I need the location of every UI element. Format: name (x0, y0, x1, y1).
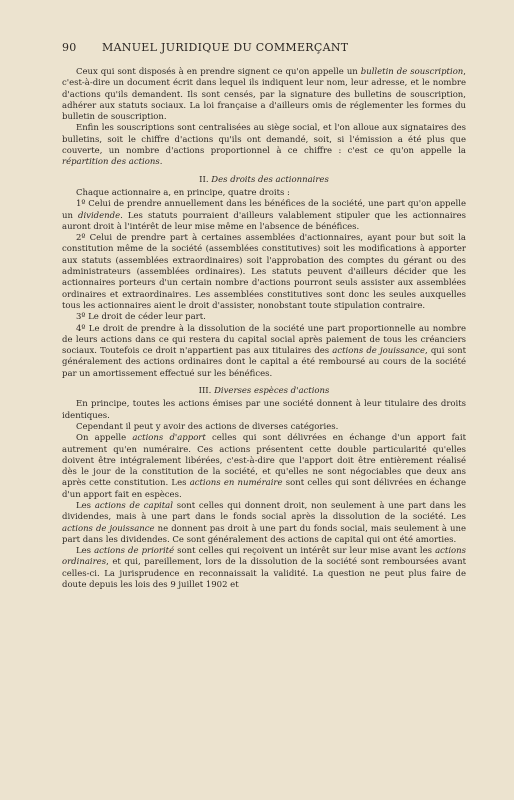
paragraph-quatre-droits: Chaque actionnaire a, en principe, quatre droits : (76, 187, 290, 198)
paragraph-actions-priorite: Les actions de priorité sont celles qui reçoivent un intérêt sur leur mise avant les actions ordinaires, et qui, pareillement, lors de la dissolution de la société sont remboursées avant celles-ci. La jurisprudence en reconnaissait la validité. La question ne peut plus faire de doute depuis les lois des 9 juillet 1902 et (62, 546, 466, 591)
running-title: MANUEL JURIDIQUE DU COMMERÇANT (102, 41, 349, 54)
paragraph-principe: En principe, toutes les actions émises par une société donnent à leur titulaire des droits identiques. (62, 399, 466, 421)
paragraph-repartition: Enfin les souscriptions sont centralisées au siège social, et l'on alloue aux signataires des bulletins, soit le chiffre d'actions qu'ils ont demandé, soit, si l'émission a été plus que couverte, un nombre d'actions proportionnel à ce chiffre : c'est ce qu'on appelle la répartition des actions. (62, 123, 466, 168)
term-bulletin-de-souscription: bulletin de souscription (360, 67, 464, 77)
paragraph-droit-4: 4º Le droit de prendre à la dissolution de la société une part proportionnelle au nombre de leurs actions dans ce qui restera du capital social après paiement de tous les créanciers sociaux. Toutefois ce droit n'appartient pas aux titulaires des actions de jouissance, qui sont généralement des actions ordinaires dont le capital a été remboursé au cours de la société par un amortissement effectué sur les bénéfices. (62, 323, 466, 379)
paragraph-bulletin: Ceux qui sont disposés à en prendre signent ce qu'on appelle un bulletin de souscription, c'est-à-dire un document écrit dans lequel ils indiquent leur nom, leur adresse, et le nombre d'actions qu'ils demandent. Ils sont censés, par la signature des bulletins de souscription, adhérer aux statuts sociaux. La loi française a d'ailleurs omis de réglementer les formes du bulletin de souscription. (62, 67, 466, 123)
term-actions-priorite: actions de priorité (94, 546, 175, 557)
running-header (62, 41, 466, 57)
paragraph-actions-capital: Les actions de capital sont celles qui donnent droit, non seulement à une part dans les dividendes, mais à une part dans le fonds social après la dissolution de la société. Les actions de jouissance ne donnent pas droit à une part du fonds social, mais seulement à une part dans les dividendes. Ce sont généralement des actions de capital qui ont été amorties. (62, 500, 466, 545)
term-actions-jouissance-2: actions de jouissance (62, 523, 155, 534)
term-actions-numeraire: actions en numéraire (189, 478, 283, 489)
paragraph-droit-3: 3º Le droit de céder leur part. (76, 312, 206, 323)
term-actions-de-jouissance: actions de jouissance (332, 346, 425, 357)
paragraph-droit-1: 1º Celui de prendre annuellement dans les bénéfices de la société, une part qu'on appelle un dividende. Les statuts pourraient d'ailleurs valablement stipuler que les actionnaires auront droit à l'intérêt de leur mise même en l'absence de bénéfices. (62, 199, 466, 232)
term-dividende: dividende (78, 210, 121, 221)
term-actions-capital: actions de capital (94, 500, 173, 511)
page-body (62, 67, 466, 591)
page-number: 90 (62, 41, 77, 54)
term-actions-apport: actions d'apport (132, 433, 206, 444)
section-heading-especes: III. Diverses espèces d'actions (198, 386, 330, 397)
section-heading-droits: II. Des droits des actionnaires (199, 174, 329, 185)
term-actions-ordinaires: actions ordinaires (62, 546, 466, 568)
paragraph-droit-2: 2º Celui de prendre part à certaines assemblées d'actionnaires, ayant pour but soit la constitution même de la société (assemblées constitutives) soit les modifications à apporter aux statuts (assemblées extraordinaires) soit l'approbation des comptes du gérant ou des administrateurs (assemblées ordinaires). Les statuts peuvent d'ailleurs décider que les actionnaires porteurs d'un certain nombre d'actions pourront seuls assister aux assemblées ordinaires et extraordinaires. Les assemblées constitutives sont donc les seules auxquelles tous les actionnaires aient le droit d'assister, nonobstant toute stipulation contraire. (62, 233, 466, 311)
term-repartition: répartition des actions (62, 157, 160, 168)
paragraph-categories: Cependant il peut y avoir des actions de diverses catégories. (76, 421, 339, 432)
paragraph-actions-apport: On appelle actions d'apport celles qui sont délivrées en échange d'un apport fait autrement qu'en numéraire. Ces actions présentent cette double particularité qu'elles doivent être intégralement libérées, c'est-à-dire que l'apport doit être entièrement réalisé dès le jour de la constitution de la société, et qu'elles ne sont négociables que deux ans après cette constitution. Les actions en numéraire sont celles qui sont délivrées en échange d'un apport fait en espèces. (62, 433, 467, 500)
